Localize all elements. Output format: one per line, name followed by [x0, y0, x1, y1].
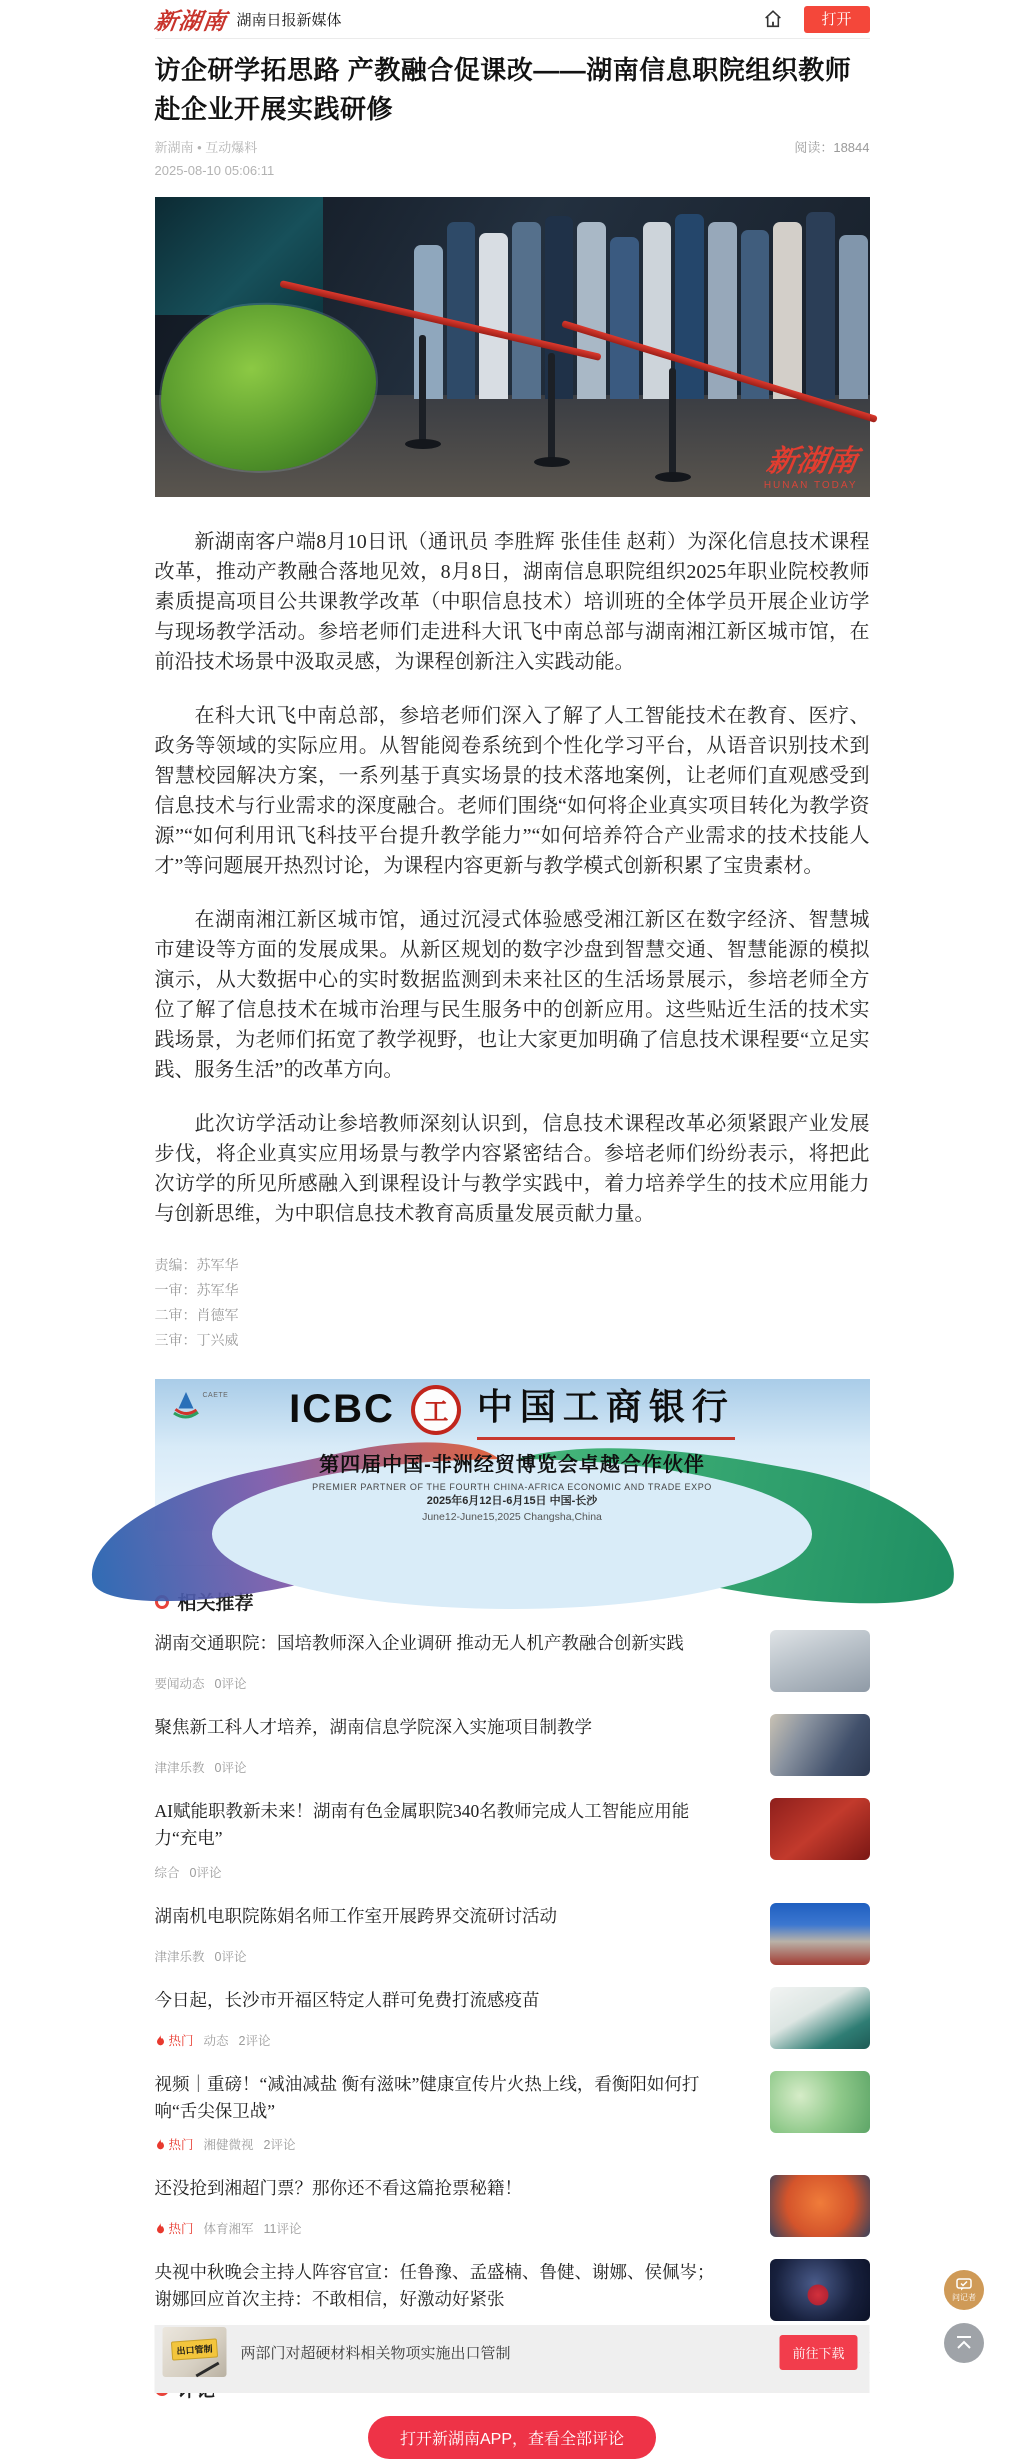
banner-date-cn: 2025年6月12日-6月15日 中国-长沙: [426, 1495, 598, 1508]
related-item-category: 动态: [203, 2033, 229, 2048]
icbc-logo-icon: 工: [411, 1385, 461, 1435]
bank-name: 中国工商银行: [477, 1379, 735, 1440]
related-item-category: 湘健微视: [203, 2137, 254, 2152]
related-item[interactable]: [155, 1976, 870, 2060]
banner-dates: [155, 1492, 870, 1523]
related-item[interactable]: [155, 1892, 870, 1976]
related-item-category: 综合: [154, 1865, 180, 1880]
related-item[interactable]: [155, 2060, 870, 2164]
view-all-comments-button[interactable]: 打开新湖南APP，查看全部评论: [368, 2416, 656, 2459]
related-item-thumbnail: [770, 2259, 870, 2321]
hero-stanchion: [548, 353, 555, 461]
icbc-wordmark: ICBC: [289, 1387, 395, 1432]
related-item-category: 体育湘军: [203, 2221, 254, 2236]
credit-line: 责编：苏军华: [154, 1256, 239, 1273]
expo-logo-label: CAETE: [202, 1392, 229, 1400]
article-datetime: 2025-08-10 05:06:11: [154, 162, 275, 178]
ask-reporter-button[interactable]: [944, 2270, 984, 2310]
ask-reporter-label: 问记者: [952, 2292, 976, 2302]
bottom-bar-thumbnail: [163, 2327, 227, 2377]
watermark-subtitle: HUNAN TODAY: [763, 479, 858, 491]
related-item-title: 湖南交通职院：国培教师深入企业调研 推动无人机产教融合创新实践: [154, 1633, 684, 1654]
watermark-logo: 新湖南: [763, 444, 860, 478]
paragraph: 在湖南湘江新区城市馆，通过沉浸式体验感受湘江新区在数字经济、智慧城市建设等方面的发展成果。从新区规划的数字沙盘到智慧交通、智慧能源的模拟演示，从大数据中心的实时数据监测到未来社区的生活场景展示，参培老师全方位了解了信息技术在城市治理与民生服务中的创新应用。这些贴近生活的技术实践场景，为老师们拓宽了教学视野，也让大家更加明确了信息技术课程要“立足实践、服务生活”的改革方向。: [154, 908, 870, 1081]
article-body: [155, 527, 870, 1229]
related-item-meta: [155, 1947, 726, 1965]
credit-line: 二审：肖德军: [154, 1306, 239, 1323]
photo-watermark: [764, 436, 858, 491]
bottom-bar-thumb-pen: [195, 2362, 219, 2378]
related-item-title: 还没抢到湘超门票？那你还不看这篇抢票秘籍！: [154, 2177, 522, 2198]
read-count: 阅读：18844: [794, 140, 870, 155]
site-header: [152, 0, 870, 39]
related-item-title: 今日起，长沙市开福区特定人群可免费打流感疫苗: [154, 1989, 540, 2010]
related-item-thumbnail: [770, 1630, 870, 1692]
bottom-bar-thumb-label: 出口管制: [171, 2338, 218, 2360]
floating-buttons: [944, 2270, 984, 2363]
download-button[interactable]: 前往下载: [779, 2335, 857, 2370]
related-item-title: AI赋能职教新未来！湖南有色金属职院340名教师完成人工智能应用能力“充电”: [154, 1801, 690, 1849]
section-title: 相关推荐: [177, 1593, 254, 1615]
hot-tag: 热门: [155, 2031, 194, 2049]
hot-tag: 热门: [155, 2135, 194, 2153]
hero-stanchion: [419, 335, 426, 443]
related-item-thumbnail: [770, 1903, 870, 1965]
chat-icon: [956, 2278, 972, 2291]
hero-image: [155, 197, 870, 497]
related-item-meta: [155, 1758, 726, 1776]
related-item-comments: 2评论: [238, 2033, 271, 2048]
brand-name: 湖南日报新媒体: [236, 11, 342, 29]
bottom-download-bar[interactable]: [155, 2325, 870, 2393]
credit-line: 三审：丁兴威: [154, 1332, 239, 1349]
brand-logo: 新湖南: [152, 8, 228, 34]
related-item-meta: [155, 1863, 726, 1881]
related-item-title: 聚焦新工科人才培养，湖南信息学院深入实施项目制教学: [154, 1717, 592, 1738]
banner-date-en: June12-June15,2025 Changsha,China: [422, 1511, 602, 1524]
flame-icon: [155, 2138, 166, 2150]
related-item-title: 湖南机电职院陈娟名师工作室开展跨界交流研讨活动: [154, 1905, 557, 1926]
related-item-comments: 0评论: [214, 1949, 247, 1964]
open-app-button[interactable]: 打开: [804, 6, 870, 33]
related-item-meta: [155, 2219, 726, 2237]
paragraph: 此次访学活动让参培教师深刻认识到，信息技术课程改革必须紧跟产业发展步伐，将企业真实应用场景与教学内容紧密结合。参培老师们纷纷表示，将把此次访学的所见所感融入到课程设计与教学实践中，着力培养学生的技术应用能力与创新思维，为中职信息技术教育高质量发展贡献力量。: [154, 1112, 870, 1225]
bank-logo-row: [155, 1379, 870, 1440]
related-item-thumbnail: [770, 2175, 870, 2237]
related-item-title: 视频｜重磅！“减油减盐 衡有滋味”健康宣传片火热上线，看衡阳如何打响“舌尖保卫战”: [154, 2073, 700, 2121]
related-item-category: 要闻动态: [154, 1677, 205, 1692]
related-item-comments: 0评论: [214, 1677, 247, 1692]
related-item[interactable]: [155, 1619, 870, 1703]
related-item-category: 津津乐教: [154, 1949, 205, 1964]
paragraph: 新湖南客户端8月10日讯（通讯员 李胜辉 张佳佳 赵莉）为深化信息技术课程改革，推动产教融合落地见效，8月8日，湖南信息职院组织2025年职业院校教师素质提高项目公共课教学改革（中职信息技术）培训班的全体学员开展企业访学与现场教学活动。参培老师们走进科大讯飞中南总部与湖南湘江新区城市馆，在前沿技术场景中汲取灵感，为课程创新注入实践动能。: [154, 530, 870, 673]
credit-line: 一审：苏军华: [154, 1281, 239, 1298]
related-item[interactable]: [155, 2164, 870, 2248]
related-item-comments: 2评论: [263, 2137, 296, 2152]
related-item-thumbnail: [770, 2071, 870, 2133]
hot-tag: 热门: [155, 2219, 194, 2237]
paragraph: 在科大讯飞中南总部，参培老师们深入了解了人工智能技术在教育、医疗、政务等领域的实际应用。从智能阅卷系统到个性化学习平台，从语音识别技术到智慧校园解决方案，一系列基于真实场景的技术落地案例，让老师们直观感受到信息技术与行业需求的深度融合。老师们围绕“如何将企业真实项目转化为教学资源”“如何利用讯飞科技平台提升教学能力”“如何培养符合产业需求的技术技能人才”等问题展开热烈讨论，为课程内容更新与教学模式创新积累了宝贵素材。: [154, 704, 870, 877]
flame-icon: [155, 2222, 166, 2234]
article-credits: [155, 1253, 870, 1354]
related-item-comments: 0评论: [189, 1865, 222, 1880]
related-item[interactable]: [155, 1787, 870, 1891]
home-icon[interactable]: [762, 8, 784, 30]
related-item-meta: [155, 2135, 726, 2153]
related-item[interactable]: [155, 1703, 870, 1787]
related-item-thumbnail: [770, 1798, 870, 1860]
related-item-meta: [155, 2031, 726, 2049]
related-item-meta: [155, 1674, 726, 1692]
hero-screen: [155, 197, 323, 315]
banner-ad[interactable]: [155, 1379, 870, 1531]
hero-stanchion: [669, 368, 676, 476]
related-item-comments: 0评论: [214, 1761, 247, 1776]
flame-icon: [155, 2034, 166, 2046]
hero-crowd: [412, 207, 870, 399]
page-title: 访企研学拓思路 产教融合促课改——湖南信息职院组织教师赴企业开展实践研修: [154, 55, 852, 124]
banner-headline: 第四届中国-非洲经贸博览会卓越合作伙伴: [319, 1454, 705, 1477]
related-item-comments: 11评论: [263, 2221, 302, 2236]
back-to-top-button[interactable]: [944, 2323, 984, 2363]
related-item-title: 央视中秋晚会主持人阵容官宣：任鲁豫、孟盛楠、鲁健、谢娜、侯佩岑；谢娜回应首次主持：不敢相信，好激动好紧张: [154, 2261, 715, 2309]
arrow-up-icon: [954, 2334, 974, 2352]
article-meta: [155, 137, 870, 183]
related-item-category: 津津乐教: [154, 1761, 205, 1776]
related-item-thumbnail: [770, 1714, 870, 1776]
article-source: 新湖南 • 互动爆料: [154, 140, 258, 155]
related-item-thumbnail: [770, 1987, 870, 2049]
banner-subline: PREMIER PARTNER OF THE FOURTH CHINA-AFRICA ECONOMIC AND TRADE EXPO: [312, 1482, 712, 1493]
bottom-bar-title: 两部门对超硬材料相关物项实施出口管制: [240, 2344, 511, 2362]
